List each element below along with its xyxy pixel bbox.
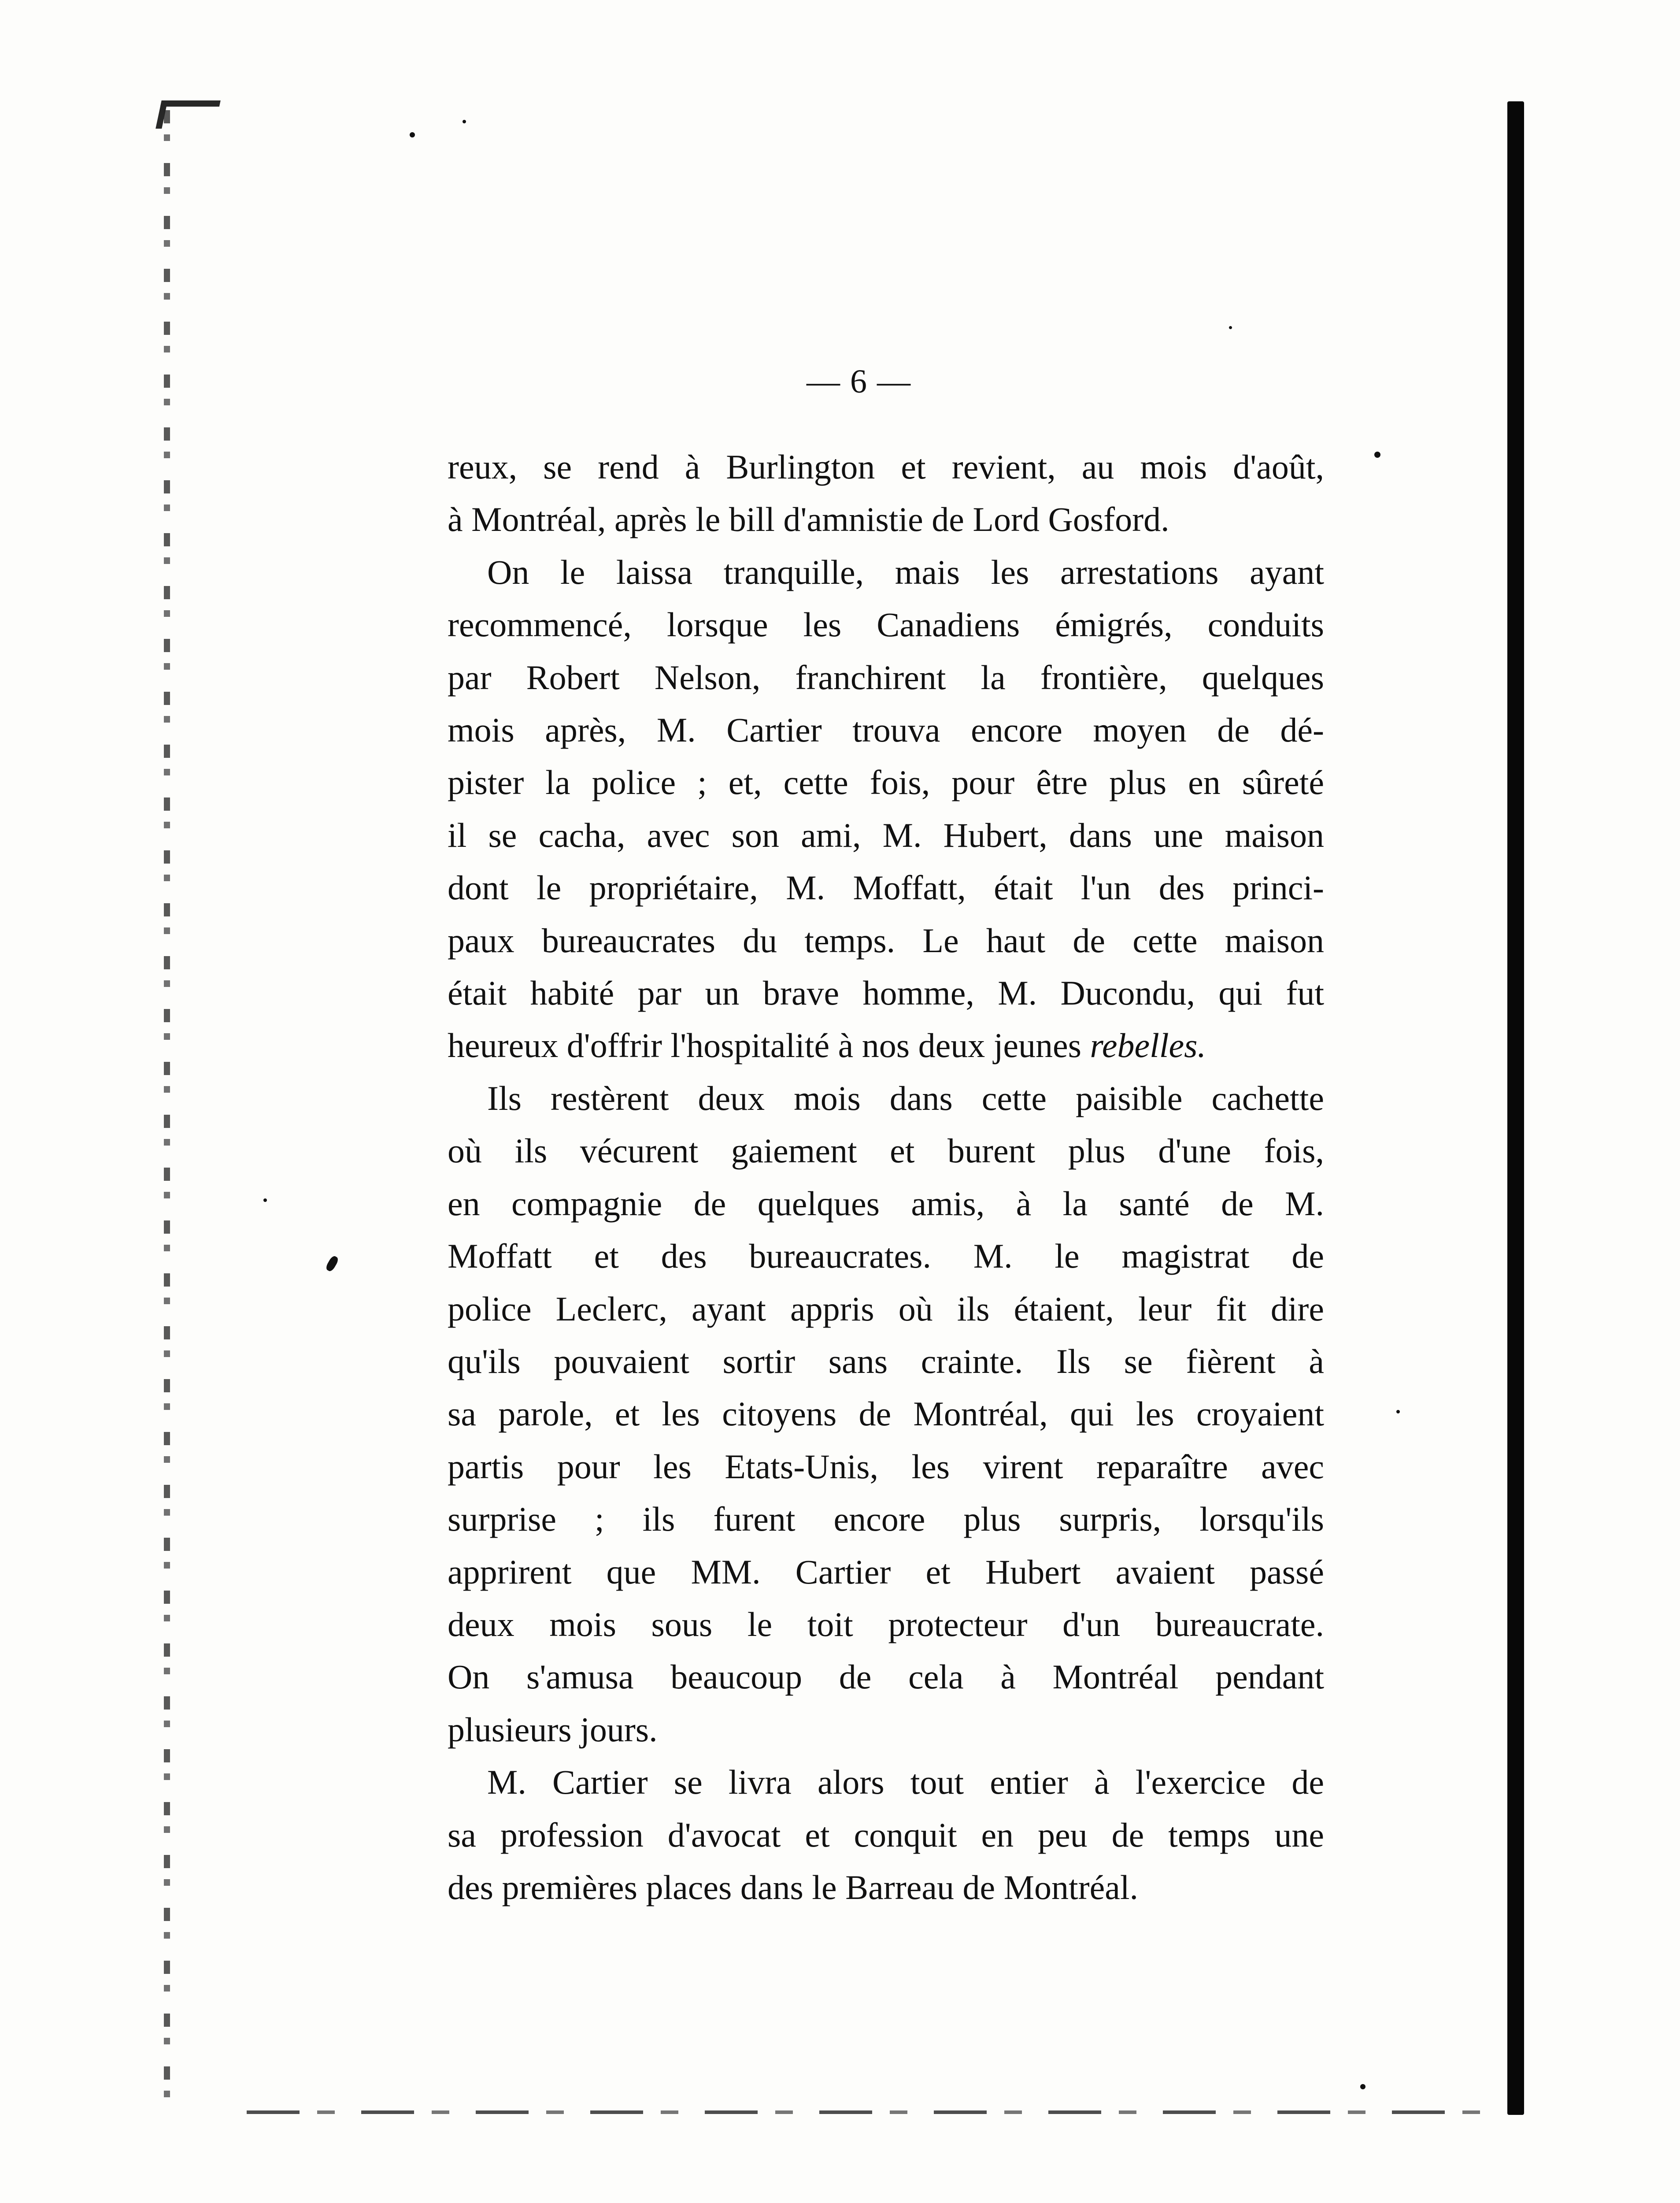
text-line: deux mois sous le toit protecteur d'un bureaucrate. — [448, 1605, 1324, 1643]
text-line — [448, 1019, 1324, 1072]
text-line: pister la police ; et, cette fois, pour être plus en sûreté — [448, 763, 1324, 802]
text-line-prefix: heureux d'offrir l'hospitalité à nos deux jeunes — [448, 1026, 1090, 1065]
text-line: en compagnie de quelques amis, à la santé de M. — [448, 1184, 1324, 1223]
text-line: reux, se rend à Burlington et revient, au mois d'août, — [448, 448, 1324, 486]
page-number: — 6 — — [807, 363, 911, 400]
text-line: où ils vécurent gaiement et burent plus d'une fois, — [448, 1131, 1324, 1170]
text-line: On le laissa tranquille, mais les arrestations ayant — [487, 553, 1324, 591]
scan-bottom-edge — [247, 2110, 1506, 2114]
text-line: Ils restèrent deux mois dans cette paisible cachette — [487, 1079, 1324, 1117]
text-line: par Robert Nelson, franchirent la frontière, quelques — [448, 658, 1324, 697]
scan-speck — [463, 120, 466, 123]
text-line: qu'ils pouvaient sortir sans crainte. Ils se fièrent à — [448, 1342, 1324, 1380]
text-line: plusieurs jours. — [448, 1710, 658, 1749]
text-line: des premières places dans le Barreau de Montréal. — [448, 1868, 1138, 1906]
text-line: On s'amusa beaucoup de cela à Montréal pendant — [448, 1658, 1324, 1696]
paragraph — [448, 1756, 1324, 1914]
text-line: sa parole, et les citoyens de Montréal, qui les croyaient — [448, 1394, 1324, 1433]
paragraph — [448, 441, 1324, 546]
text-line: dont le propriétaire, M. Moffatt, était l'un des princi- — [448, 868, 1324, 907]
text-line: paux bureaucrates du temps. Le haut de cette maison — [448, 921, 1324, 960]
text-line: M. Cartier se livra alors tout entier à l'exercice de — [487, 1763, 1324, 1802]
scan-speck — [1374, 452, 1380, 458]
text-line: était habité par un brave homme, M. Ducondu, qui fut — [448, 974, 1324, 1012]
scan-speck — [325, 1255, 340, 1272]
scan-speck — [1360, 2084, 1365, 2089]
text-line: partis pour les Etats-Unis, les virent reparaître avec — [448, 1447, 1324, 1486]
text-line: apprirent que MM. Cartier et Hubert avaient passé — [448, 1552, 1324, 1591]
text-line: recommencé, lorsque les Canadiens émigrés, conduits — [448, 605, 1324, 644]
scan-left-edge — [164, 110, 170, 2115]
text-line: police Leclerc, ayant appris où ils étaient, leur fit dire — [448, 1289, 1324, 1328]
text-line: il se cacha, avec son ami, M. Hubert, dans une maison — [448, 816, 1324, 854]
italic-word: rebelles. — [1090, 1026, 1206, 1065]
text-line: sa profession d'avocat et conquit en peu de temps une — [448, 1815, 1324, 1854]
text-line: surprise ; ils furent encore plus surpris, lorsqu'ils — [448, 1500, 1324, 1539]
text-line: à Montréal, après le bill d'amnistie de Lord Gosford. — [448, 500, 1169, 539]
scan-right-bar — [1507, 101, 1524, 2115]
paragraph — [448, 546, 1324, 1072]
scan-speck — [410, 132, 415, 137]
body-text — [448, 441, 1324, 1914]
text-line: Moffatt et des bureaucrates. M. le magistrat de — [448, 1237, 1324, 1276]
scan-speck — [263, 1198, 267, 1202]
paragraph — [448, 1072, 1324, 1756]
scan-speck — [1229, 326, 1232, 329]
text-line: mois après, M. Cartier trouva encore moyen de dé- — [448, 711, 1324, 749]
scan-speck — [1396, 1410, 1400, 1413]
